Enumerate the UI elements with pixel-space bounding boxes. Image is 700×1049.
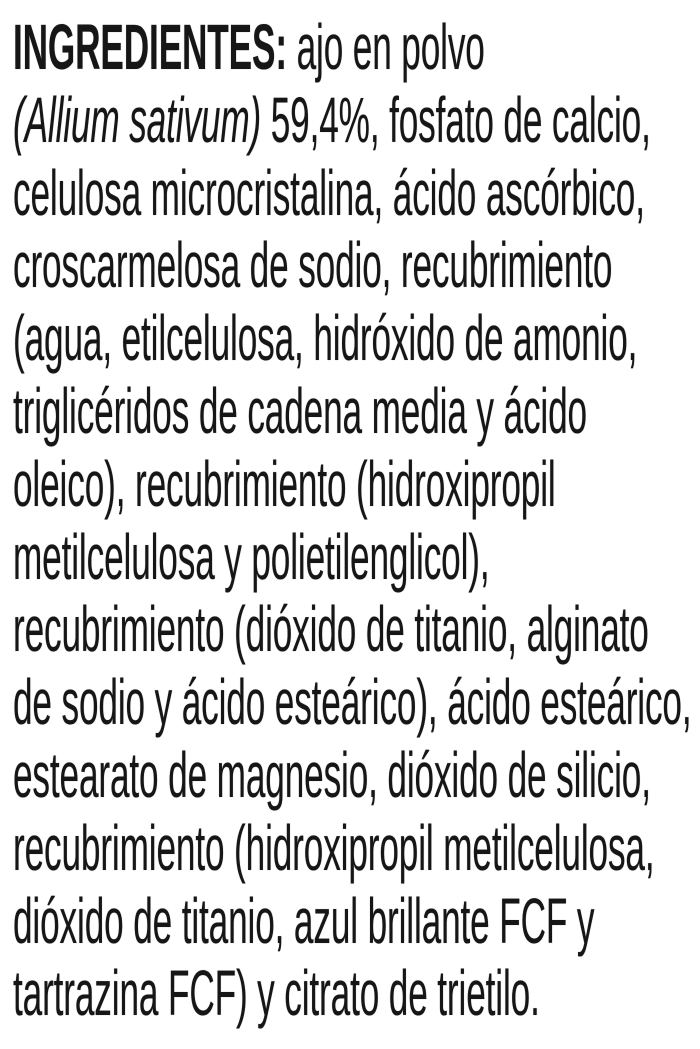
ingredients-line bbox=[13, 666, 700, 739]
ingredients-line bbox=[13, 229, 700, 302]
ingredients-heading: INGREDIENTES: bbox=[13, 11, 287, 83]
ingredients-line bbox=[13, 448, 700, 521]
ingredients-segment: triglicéridos de cadena media y ácido bbox=[13, 374, 587, 447]
ingredients-line bbox=[13, 84, 700, 157]
ingredients-line bbox=[13, 302, 700, 375]
ingredients-segment: recubrimiento (dióxido de titanio, alginato bbox=[13, 593, 649, 666]
ingredients-line bbox=[13, 957, 700, 1030]
ingredients-segment: ajo en polvo bbox=[286, 11, 485, 83]
ingredients-segment: oleico), recubrimiento (hidroxipropil bbox=[13, 447, 556, 520]
ingredients-segment: croscarmelosa de sodio, recubrimiento bbox=[13, 229, 613, 302]
ingredients-line bbox=[13, 521, 700, 594]
ingredients-segment: 59,4%, fosfato de calcio, bbox=[261, 83, 651, 156]
ingredients-line bbox=[13, 812, 700, 885]
ingredients-segment: de sodio y ácido esteárico), ácido esteárico, bbox=[13, 666, 692, 739]
ingredients-line bbox=[13, 11, 700, 84]
ingredients-line bbox=[13, 157, 700, 230]
ingredients-segment: dióxido de titanio, azul brillante FCF y bbox=[13, 884, 595, 957]
ingredients-segment: tartrazina FCF) y citrato de trietilo. bbox=[13, 957, 540, 1030]
ingredients-segment: (agua, etilcelulosa, hidróxido de amonio, bbox=[13, 302, 638, 375]
ingredients-segment: recubrimiento (hidroxipropil metilcelulosa, bbox=[13, 811, 655, 884]
ingredients-line bbox=[13, 375, 700, 448]
ingredients-line bbox=[13, 885, 700, 958]
ingredients-line bbox=[13, 593, 700, 666]
ingredients-text bbox=[13, 11, 700, 1030]
ingredients-segment: metilcelulosa y polietilenglicol), bbox=[13, 520, 490, 593]
ingredients-segment: estearato de magnesio, dióxido de silicio, bbox=[13, 738, 651, 811]
ingredients-line bbox=[13, 739, 700, 812]
ingredients-segment: celulosa microcristalina, ácido ascórbico, bbox=[13, 156, 645, 229]
latin-name: (Allium sativum) bbox=[13, 83, 262, 156]
